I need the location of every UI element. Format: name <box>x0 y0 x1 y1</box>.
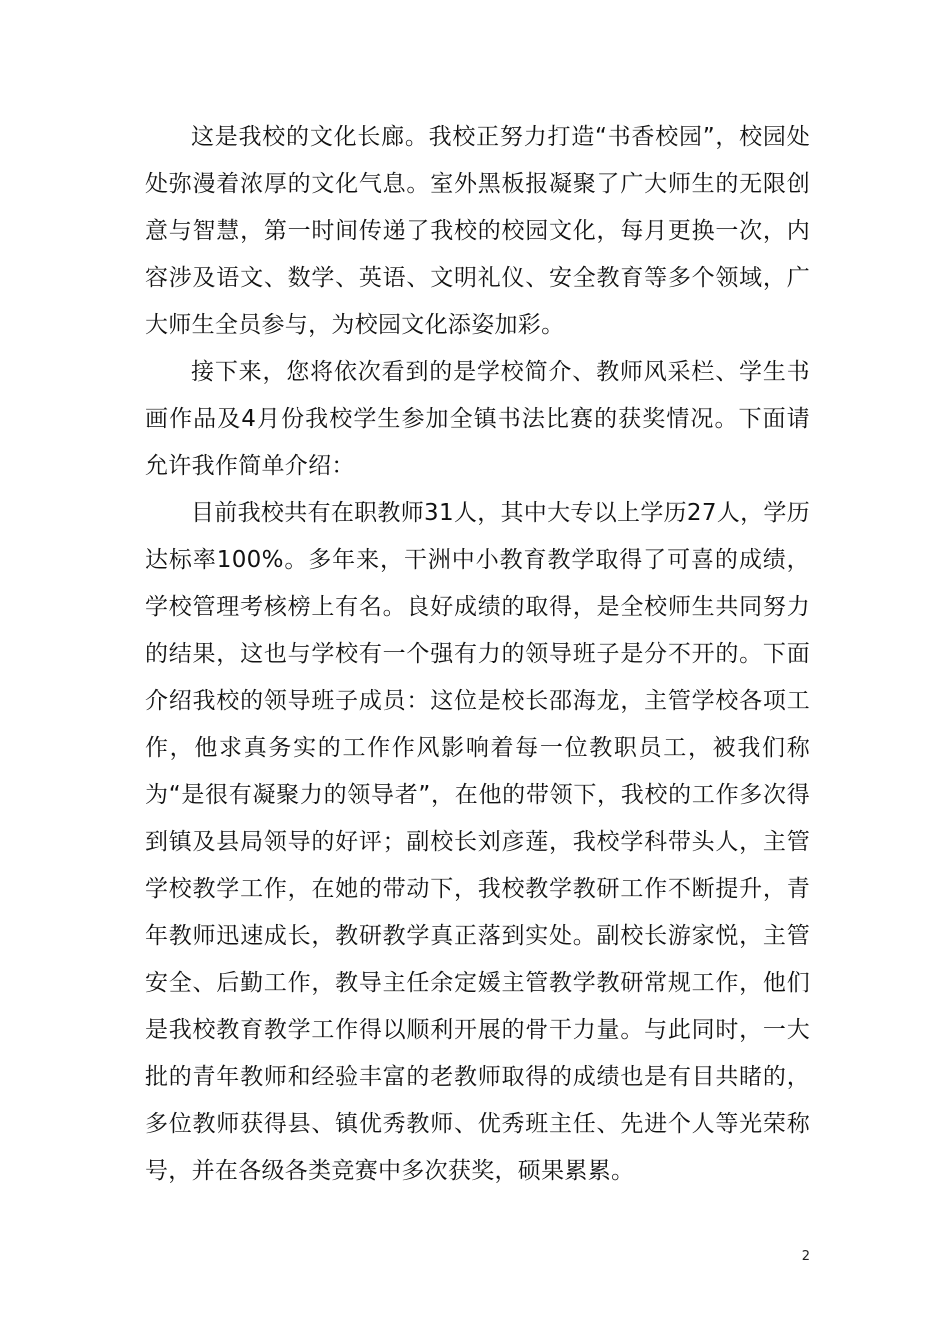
paragraph-school-staff: 目前我校共有在职教师31人，其中大专以上学历27人，学历达标率100%。多年来，干洲中小教育教学取得了可喜的成绩，学校管理考核榜上有名。良好成绩的取得，是全校师生共同努力的结果，这也与学校有一个强有力的领导班子是分不开的。下面介绍我校的领导班子成员：这位是校长邵海龙，主管学校各项工作，他求真务实的工作作风影响着每一位教职员工，被我们称为“是很有凝聚力的领导者”，在他的带领下，我校的工作多次得到镇及县局领导的好评；副校长刘彦莲，我校学科带头人，主管学校教学工作，在她的带动下，我校教学教研工作不断提升，青年教师迅速成长，教研教学真正落到实处。副校长游家悦，主管安全、后勤工作，教导主任余定媛主管教学教研常规工作，他们是我校教育教学工作得以顺利开展的骨干力量。与此同时，一大批的青年教师和经验丰富的老教师取得的成绩也是有目共睹的，多位教师获得县、镇优秀教师、优秀班主任、先进个人等光荣称号，并在各级各类竞赛中多次获奖，硕果累累。 <box>145 500 810 1184</box>
document-body <box>145 114 810 1195</box>
page-number: 2 <box>801 1249 810 1264</box>
paragraph-culture-corridor: 这是我校的文化长廊。我校正努力打造“书香校园”，校园处处弥漫着浓厚的文化气息。室外黑板报凝聚了广大师生的无限创意与智慧，第一时间传递了我校的校园文化，每月更换一次，内容涉及语文、数学、英语、文明礼仪、安全教育等多个领域，广大师生全员参与，为校园文化添姿加彩。 <box>145 124 810 338</box>
paragraph-introduction: 接下来，您将依次看到的是学校简介、教师风采栏、学生书画作品及4月份我校学生参加全镇书法比赛的获奖情况。下面请允许我作简单介绍： <box>145 359 810 479</box>
